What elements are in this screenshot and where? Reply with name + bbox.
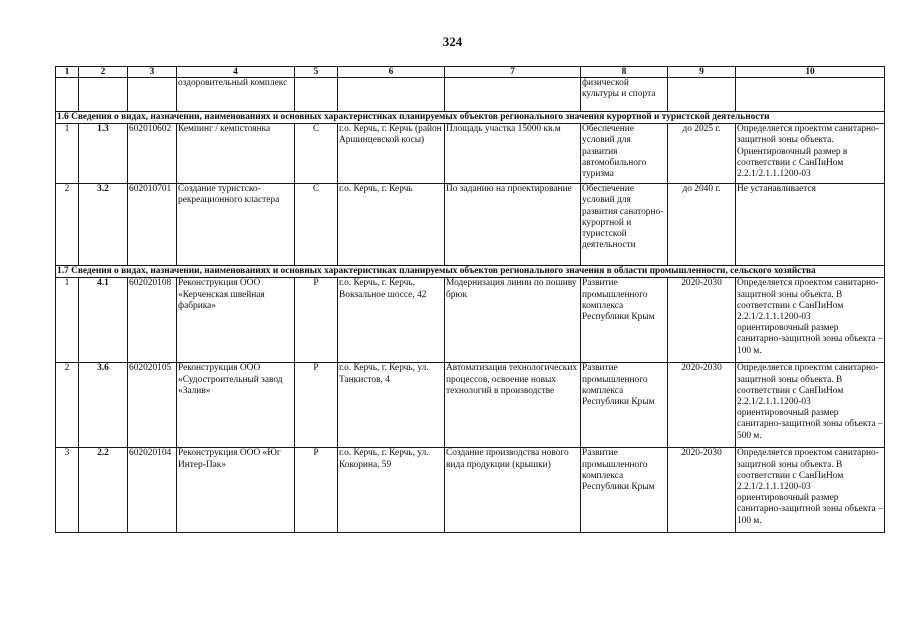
table-row (56, 363, 885, 448)
table-row (56, 184, 885, 266)
header-cell: 3 (128, 67, 177, 78)
row-status: С (295, 124, 338, 184)
continuation-purpose-cell: физической культуры и спорта (581, 78, 668, 112)
cell-empty (56, 78, 79, 112)
row-term: до 2040 г. (668, 184, 736, 266)
row-number: 2 (56, 363, 79, 448)
row-name: Реконструкция ООО «Юг Интер-Пак» (177, 448, 295, 533)
row-location: г.о. Керчь, г. Керчь, ул. Кокорина, 59 (338, 448, 445, 533)
row-number: 1 (56, 278, 79, 363)
section-heading-row (56, 112, 885, 124)
cell-empty (668, 78, 736, 112)
cell-empty (128, 78, 177, 112)
row-location: г.о. Керчь, г. Керчь, Вокзальное шоссе, 42 (338, 278, 445, 363)
cell-empty (79, 78, 128, 112)
row-location: г.о. Керчь, г. Керчь, ул. Танкистов, 4 (338, 363, 445, 448)
row-characteristics: Модернизация линии по пошиву брюк (445, 278, 581, 363)
row-zone: Определяется проектом санитарно-защитной зоны объекта. В соответствии с СанПиНом 2.2.1/2.1.1.1200-03 ориентировочный размер санитарно-защитной зоны объекта – 500 м. (736, 363, 885, 448)
row-term: 2020-2030 (668, 363, 736, 448)
cell-empty (338, 78, 445, 112)
row-ref: 1.3 (79, 124, 128, 184)
section-heading-1-6: 1.6 Сведения о видах, назначении, наименованиях и основных характеристиках планируемых объектов регионального значения курортной и туристской деятельности (56, 112, 885, 124)
row-number: 2 (56, 184, 79, 266)
row-characteristics: Площадь участка 15000 кв.м (445, 124, 581, 184)
row-zone: Определяется проектом санитарно-защитной зоны объекта. В соответствии с СанПиНом 2.2.1/2.1.1.1200-03 ориентировочный размер санитарно-защитной зоны объекта – 100 м. (736, 278, 885, 363)
table-row (56, 278, 885, 363)
section-heading-row (56, 266, 885, 278)
row-zone: Определяется проектом санитарно-защитной зоны объекта. В соответствии с СанПиНом 2.2.1/2.1.1.1200-03 ориентировочный размер санитарно-защитной зоны объекта – 100 м. (736, 448, 885, 533)
row-ref: 4.1 (79, 278, 128, 363)
header-row (56, 67, 885, 78)
row-ref: 2.2 (79, 448, 128, 533)
row-term: до 2025 г. (668, 124, 736, 184)
row-number: 3 (56, 448, 79, 533)
row-name: Создание туристско-рекреационного кластера (177, 184, 295, 266)
row-zone: Определяется проектом санитарно-защитной зоны объекта. Ориентировочный размер в соответствии с СанПиНом 2.2.1/2.1.1.1200-03 (736, 124, 885, 184)
header-cell: 7 (445, 67, 581, 78)
row-status: С (295, 184, 338, 266)
row-purpose: Развитие промышленного комплекса Республики Крым (581, 448, 668, 533)
cell-empty (295, 78, 338, 112)
row-purpose: Обеспечение условий для развития санаторно-курортной и туристской деятельности (581, 184, 668, 266)
row-location: г.о. Керчь, г. Керчь (338, 184, 445, 266)
row-code: 602020108 (128, 278, 177, 363)
page-number: 324 (442, 34, 463, 49)
table-row (56, 448, 885, 533)
header-cell: 1 (56, 67, 79, 78)
header-cell: 5 (295, 67, 338, 78)
continuation-name-cell: оздоровительный комплекс (177, 78, 295, 112)
header-cell: 6 (338, 67, 445, 78)
row-zone: Не устанавливается (736, 184, 885, 266)
row-code: 602010701 (128, 184, 177, 266)
header-cell: 10 (736, 67, 885, 78)
row-ref: 3.6 (79, 363, 128, 448)
row-characteristics: Автоматизация технологических процессов, освоение новых технологий в производстве (445, 363, 581, 448)
continuation-row (56, 78, 885, 112)
header-cell: 2 (79, 67, 128, 78)
row-name: Кемпинг / кемпстоянка (177, 124, 295, 184)
header-cell: 8 (581, 67, 668, 78)
row-term: 2020-2030 (668, 278, 736, 363)
row-code: 602020104 (128, 448, 177, 533)
row-status: Р (295, 363, 338, 448)
row-purpose: Развитие промышленного комплекса Республики Крым (581, 363, 668, 448)
header-cell: 4 (177, 67, 295, 78)
row-code: 602010602 (128, 124, 177, 184)
row-ref: 3.2 (79, 184, 128, 266)
row-code: 602020105 (128, 363, 177, 448)
row-purpose: Обеспечение условий для развития автомобильного туризма (581, 124, 668, 184)
row-term: 2020-2030 (668, 448, 736, 533)
header-cell: 9 (668, 67, 736, 78)
row-name: Реконструкция ООО «Керченская швейная фабрика» (177, 278, 295, 363)
section-heading-1-7: 1.7 Сведения о видах, назначении, наименованиях и основных характеристиках планируемых объектов регионального значения в области промышленности, сельского хозяйства (56, 266, 885, 278)
row-status: Р (295, 278, 338, 363)
row-purpose: Развитие промышленного комплекса Республики Крым (581, 278, 668, 363)
row-location: г.о. Керчь, г. Керчь (район Аршинцевской косы) (338, 124, 445, 184)
row-characteristics: Создание производства нового вида продукции (крышки) (445, 448, 581, 533)
table-row (56, 124, 885, 184)
row-characteristics: По заданию на проектирование (445, 184, 581, 266)
row-name: Реконструкция ООО «Судостроительный завод «Залив» (177, 363, 295, 448)
cell-empty (736, 78, 885, 112)
planned-objects-table (55, 66, 885, 533)
row-status: Р (295, 448, 338, 533)
row-number: 1 (56, 124, 79, 184)
cell-empty (445, 78, 581, 112)
